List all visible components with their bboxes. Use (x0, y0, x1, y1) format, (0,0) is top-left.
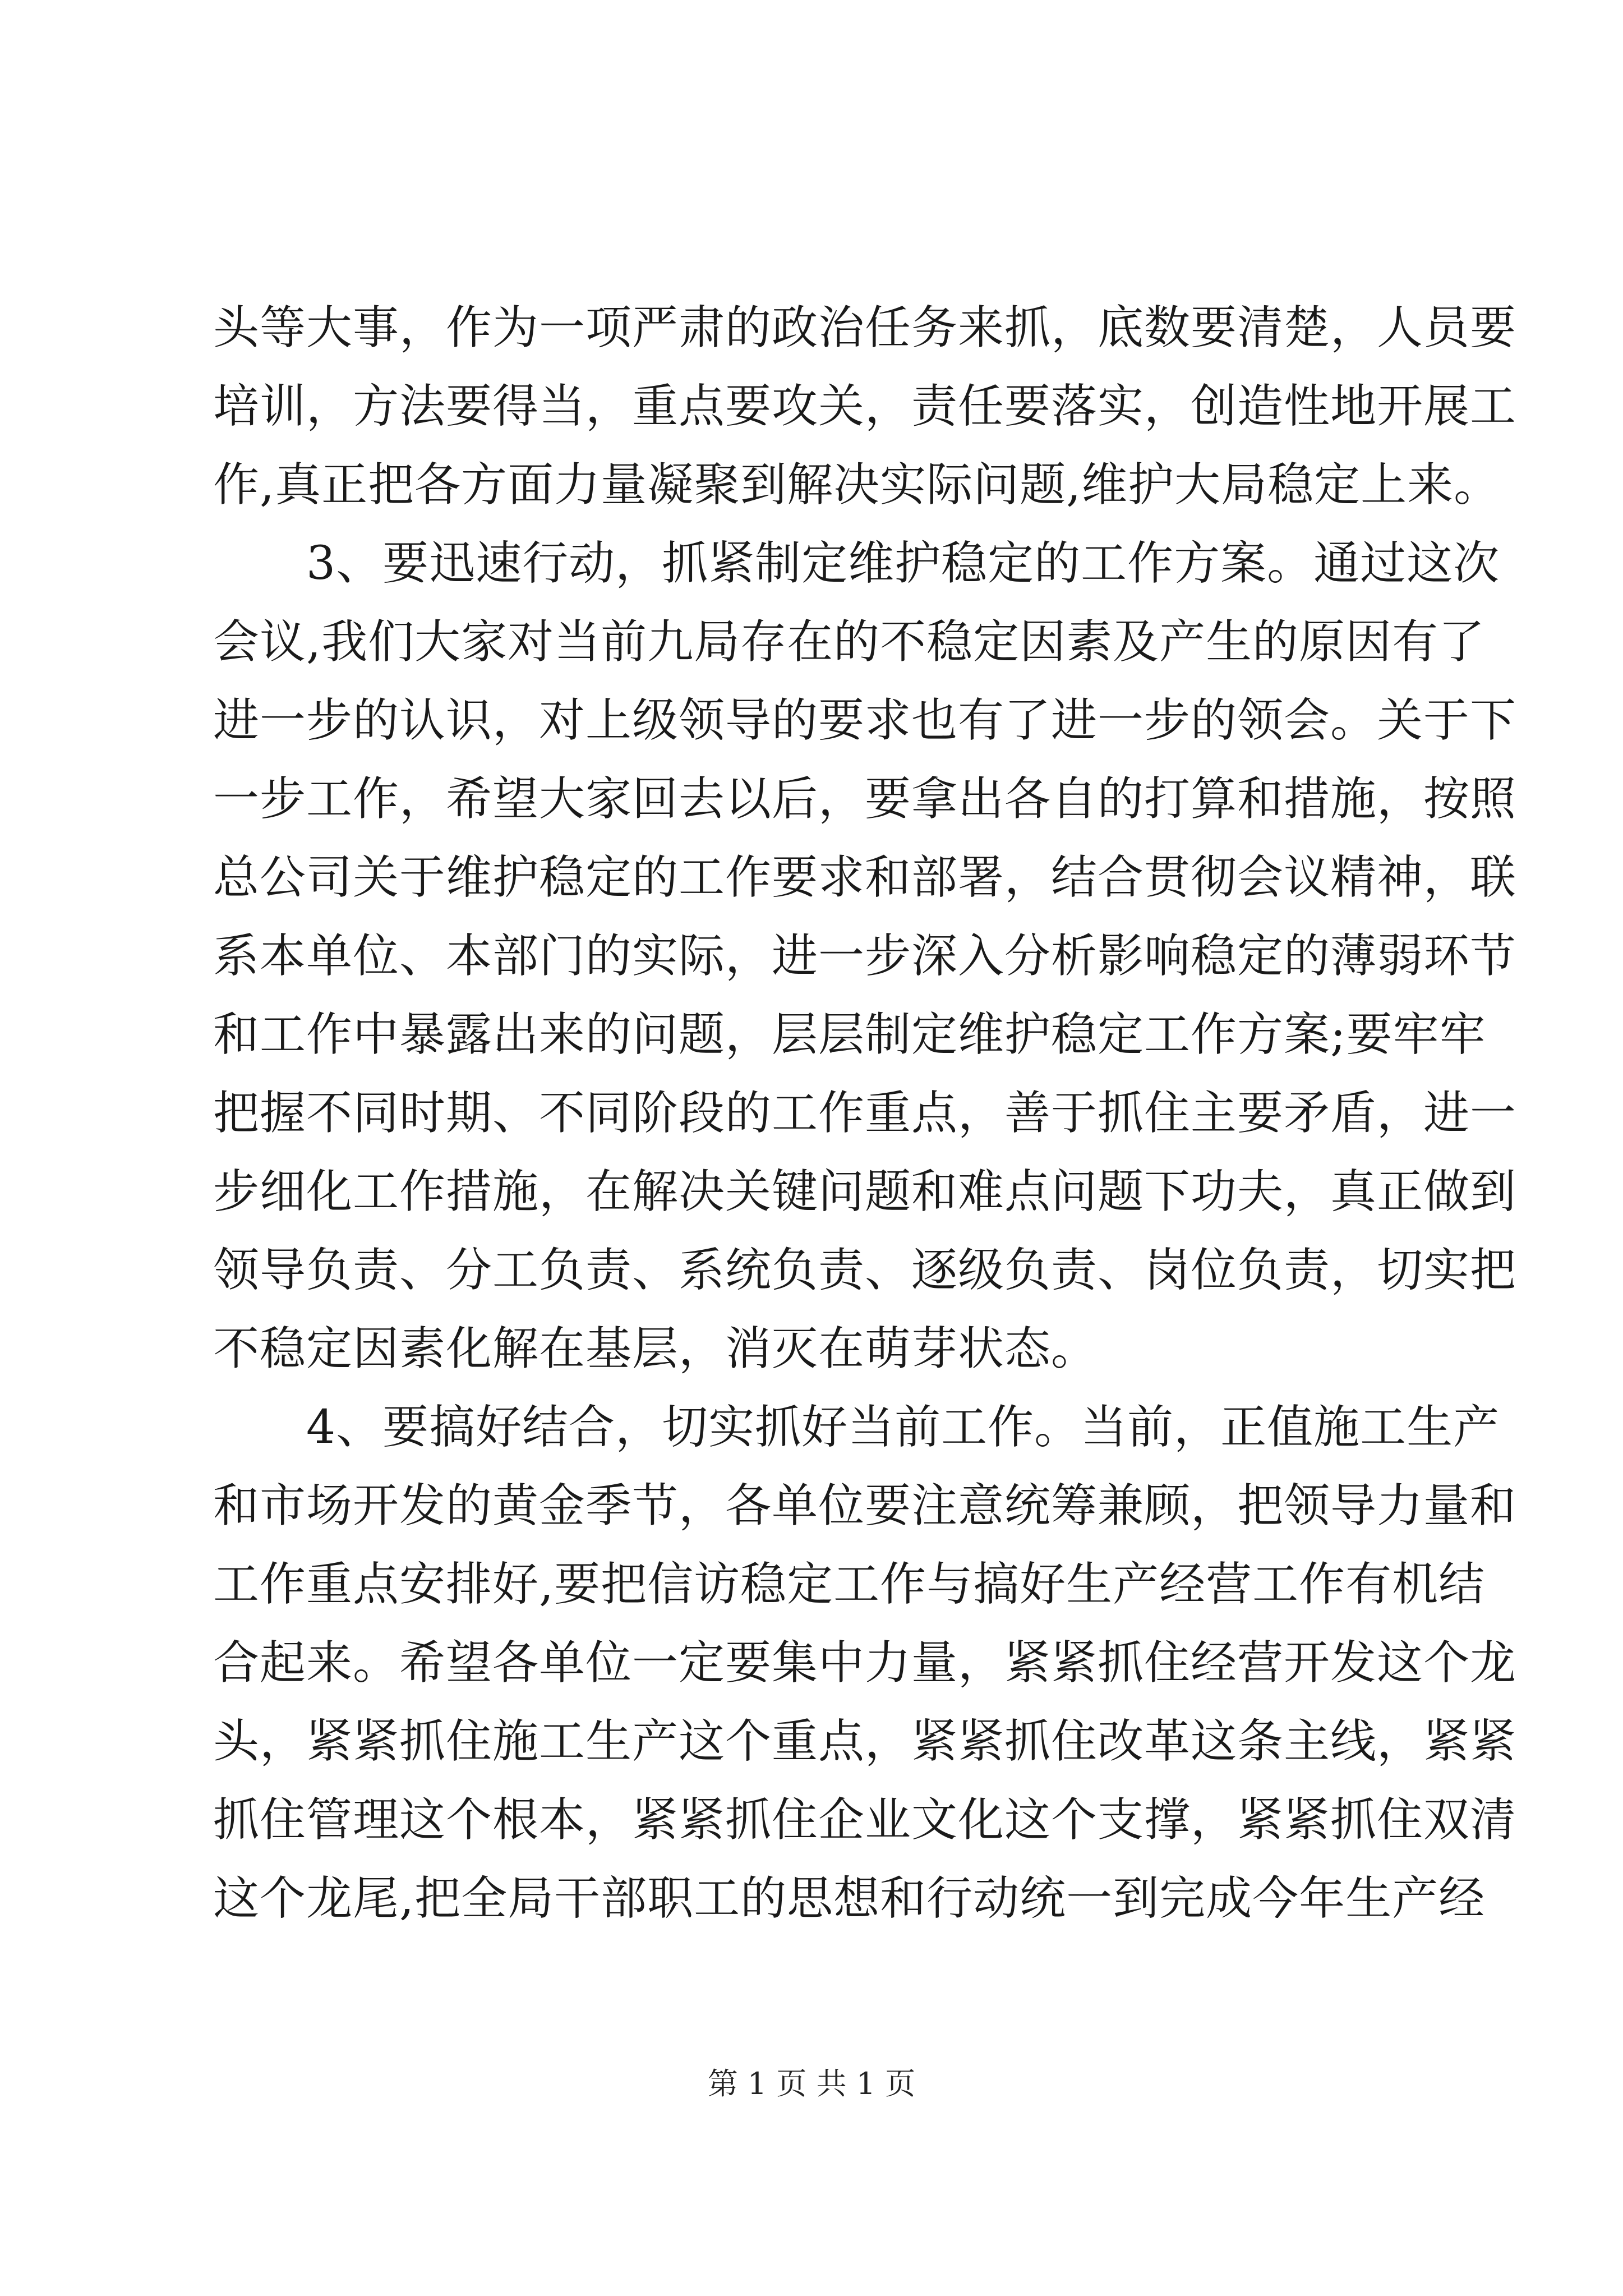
text-line-11: 把握不同时期、不同阶段的工作重点，善于抓住主要矛盾，进一 (213, 1087, 1517, 1140)
text-line-5: 会议,我们大家对当前九局存在的不稳定因素及产生的原因有了 (213, 615, 1486, 669)
text-line-4: 3、要迅速行动，抓紧制定维护稳定的工作方案。通过这次 (213, 537, 1500, 590)
text-line-7: 一步工作，希望大家回去以后，要拿出各自的打算和措施，按照 (213, 772, 1517, 826)
text-line-21: 这个龙尾,把全局干部职工的思想和行动统一到完成今年生产经 (213, 1872, 1486, 1925)
text-line-8: 总公司关于维护稳定的工作要求和部署，结合贯彻会议精神，联 (213, 851, 1517, 904)
text-line-1: 头等大事，作为一项严肃的政治任务来抓，底数要清楚，人员要 (213, 301, 1517, 355)
text-line-15: 4、要搞好结合，切实抓好当前工作。当前，正值施工生产 (213, 1401, 1500, 1454)
text-line-12: 步细化工作措施，在解决关键问题和难点问题下功夫，真正做到 (213, 1165, 1517, 1218)
text-line-16: 和市场开发的黄金季节，各单位要注意统筹兼顾，把领导力量和 (213, 1479, 1517, 1533)
page-number-footer: 第 1 页 共 1 页 (707, 2066, 916, 2101)
text-line-2: 培训，方法要得当，重点要攻关，责任要落实，创造性地开展工 (213, 380, 1517, 433)
body-text (213, 289, 1517, 1938)
text-line-20: 抓住管理这个根本，紧紧抓住企业文化这个支撑，紧紧抓住双清 (213, 1793, 1517, 1847)
text-line-17: 工作重点安排好,要把信访稳定工作与搞好生产经营工作有机结 (213, 1558, 1486, 1611)
text-line-6: 进一步的认识，对上级领导的要求也有了进一步的领会。关于下 (213, 694, 1517, 747)
text-line-3: 作,真正把各方面力量凝聚到解决实际问题,维护大局稳定上来。 (213, 458, 1501, 512)
text-line-19: 头，紧紧抓住施工生产这个重点，紧紧抓住改革这条主线，紧紧 (213, 1715, 1517, 1768)
text-line-14: 不稳定因素化解在基层，消灭在萌芽状态。 (213, 1322, 1098, 1375)
text-line-9: 系本单位、本部门的实际，进一步深入分析影响稳定的薄弱环节 (213, 930, 1517, 983)
text-line-18: 合起来。希望各单位一定要集中力量，紧紧抓住经营开发这个龙 (213, 1636, 1517, 1690)
text-line-10: 和工作中暴露出来的问题，层层制定维护稳定工作方案;要牢牢 (213, 1008, 1486, 1061)
text-line-13: 领导负责、分工负责、系统负责、逐级负责、岗位负责，切实把 (213, 1244, 1517, 1297)
